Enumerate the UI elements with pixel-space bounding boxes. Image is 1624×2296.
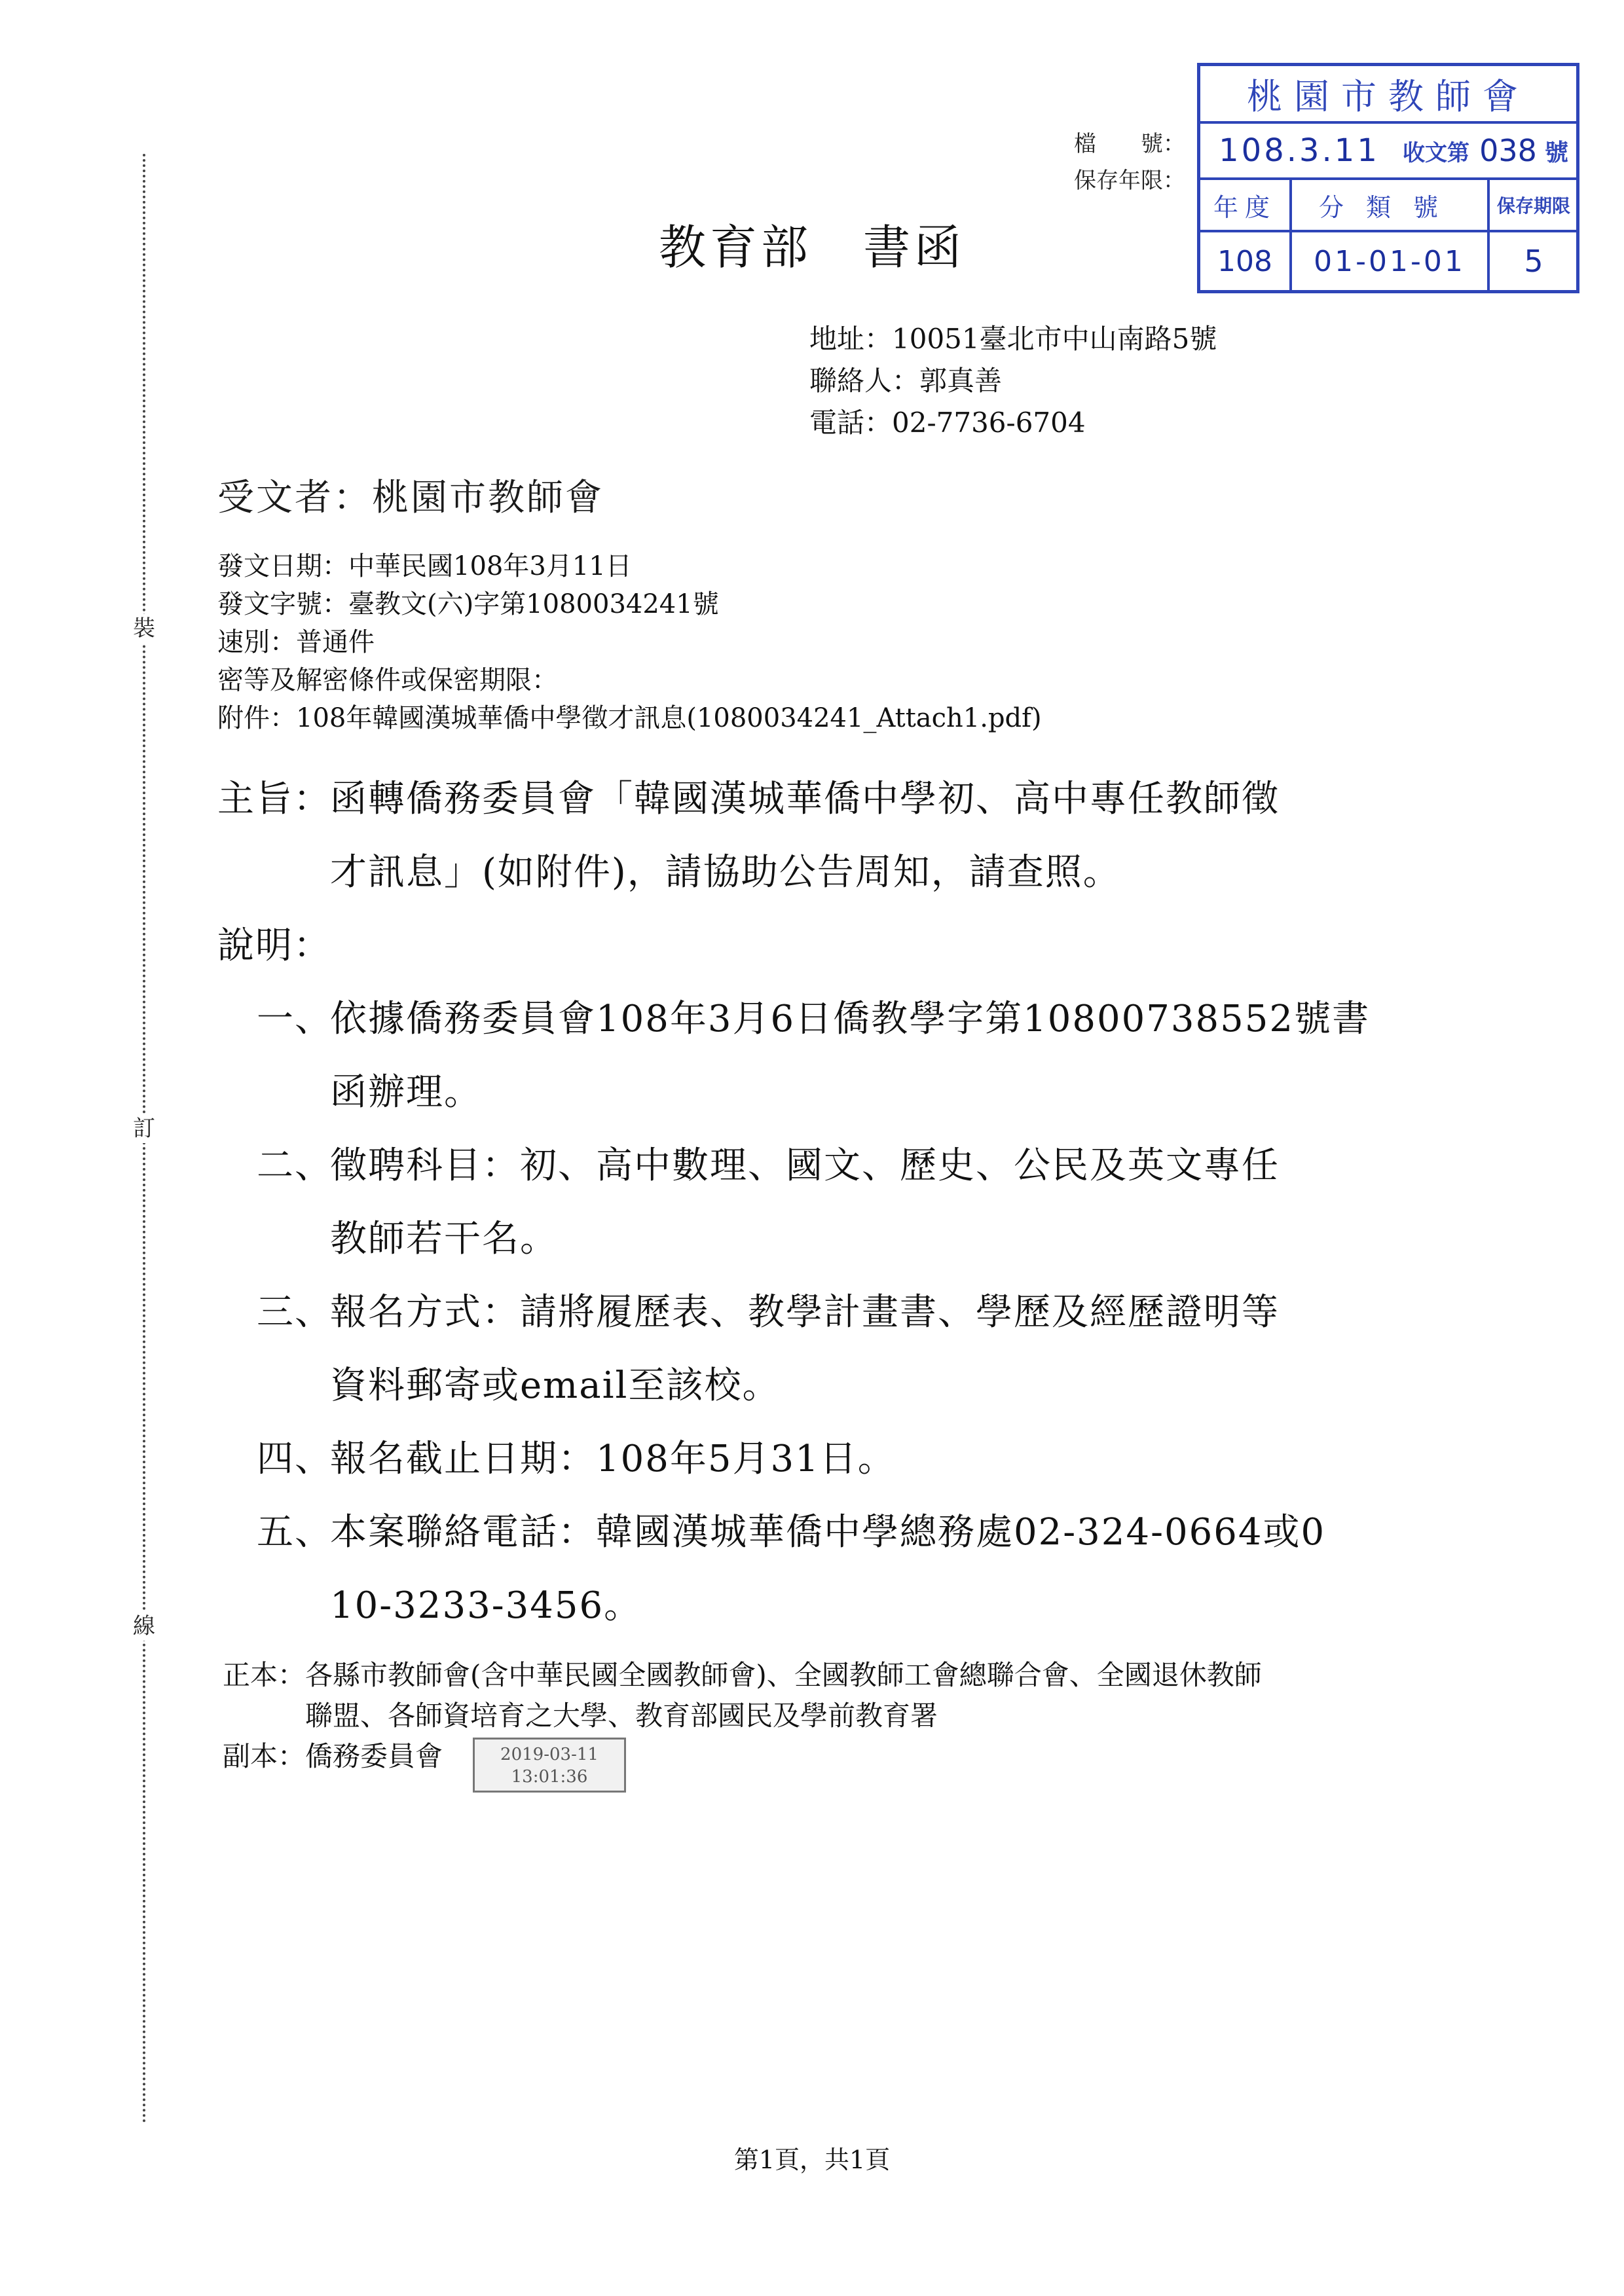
- item-1-line-1: 依據僑務委員會108年3月6日僑教學字第10800738552號書: [330, 998, 1371, 1040]
- cc-original-line-1: 正本：各縣市教師會(含中華民國全國教師會)、全國教師工會總聯合會、全國退休教師: [223, 1659, 1262, 1691]
- stamp-org: 桃園市教師會: [1247, 75, 1530, 117]
- file-labels: [1074, 126, 1185, 199]
- stamp-date: 108.3.11: [1219, 132, 1380, 169]
- meta-attachment: 附件：108年韓國漢城華僑中學徵才訊息(1080034241_Attach1.pdf): [217, 703, 1042, 733]
- item-5-line-2: 10-3233-3456。: [330, 1584, 642, 1627]
- item-1-num: 一、: [257, 998, 333, 1040]
- contact-address: 地址：10051臺北市中山南路5號: [809, 323, 1217, 355]
- page-number: 第1頁，共1頁: [733, 2145, 891, 2174]
- seal-time: 13:01:36: [511, 1767, 588, 1787]
- subject-label: 主旨：: [217, 778, 331, 820]
- binding-mark-ding: 訂: [133, 1116, 155, 1142]
- binding-mark-xian: 線: [133, 1613, 155, 1639]
- meta-date: 發文日期：中華民國108年3月11日: [217, 551, 632, 581]
- retention-label: 保存年限：: [1074, 168, 1185, 194]
- document-title: 教育部 書函: [658, 220, 965, 275]
- recipient: 受文者：桃園市教師會: [217, 477, 604, 519]
- contact-block: [809, 318, 1217, 444]
- binding-mark-zhuang: 裝: [133, 615, 155, 642]
- item-1-line-2: 函辦理。: [330, 1071, 482, 1114]
- meta-secrecy: 密等及解密條件或保密期限：: [217, 665, 558, 695]
- stamp-val-class: 01-01-01: [1292, 232, 1490, 290]
- stamp-col-year: 年度: [1200, 180, 1292, 230]
- stamp-col-keep: 保存期限: [1496, 195, 1570, 217]
- item-4-num: 四、: [257, 1438, 333, 1480]
- stamp-received-suffix: 號: [1544, 138, 1568, 166]
- item-5-line-1: 本案聯絡電話：韓國漢城華僑中學總務處02-324-0664或0: [330, 1511, 1326, 1554]
- file-no-label: 檔 號：: [1074, 131, 1185, 157]
- subject-line-1: 函轉僑務委員會「韓國漢城華僑中學初、高中專任教師徵: [330, 778, 1280, 820]
- stamp-received-label: 收文第: [1403, 139, 1469, 166]
- item-5-num: 五、: [257, 1511, 333, 1554]
- item-4-line-1: 報名截止日期：108年5月31日。: [330, 1438, 896, 1480]
- stamp-received-no: 038: [1479, 133, 1537, 168]
- meta-speed: 速別：普通件: [217, 627, 375, 657]
- stamp-date-row: [1200, 124, 1576, 180]
- item-3-num: 三、: [257, 1291, 333, 1334]
- stamp-org-row: [1200, 66, 1576, 124]
- meta-number: 發文字號：臺教文(六)字第1080034241號: [217, 589, 719, 619]
- stamp-col-class: 分類號: [1292, 180, 1490, 230]
- item-2-line-2: 教師若干名。: [330, 1218, 558, 1260]
- stamp-val-keep: 5: [1524, 244, 1543, 279]
- subject-line-2: 才訊息」(如附件)，請協助公告周知，請查照。: [330, 851, 1121, 894]
- meta-block: [217, 547, 1042, 737]
- item-2-num: 二、: [257, 1144, 333, 1187]
- item-2-line-1: 徵聘科目：初、高中數理、國文、歷史、公民及英文專任: [330, 1144, 1280, 1187]
- cc-copy: 副本：僑務委員會: [223, 1740, 443, 1772]
- cc-original-line-2: 聯盟、各師資培育之大學、教育部國民及學前教育署: [305, 1700, 938, 1732]
- explanation-label: 說明：: [217, 924, 331, 967]
- item-3-line-1: 報名方式：請將履歷表、教學計畫書、學歷及經歷證明等: [330, 1291, 1280, 1334]
- item-3-line-2: 資料郵寄或email至該校。: [330, 1364, 781, 1407]
- exchange-seal: [473, 1738, 626, 1793]
- contact-phone: 電話：02-7736-6704: [809, 407, 1086, 439]
- contact-person: 聯絡人：郭真善: [809, 365, 1003, 397]
- seal-date: 2019-03-11: [500, 1745, 599, 1764]
- stamp-val-year: 108: [1200, 232, 1292, 290]
